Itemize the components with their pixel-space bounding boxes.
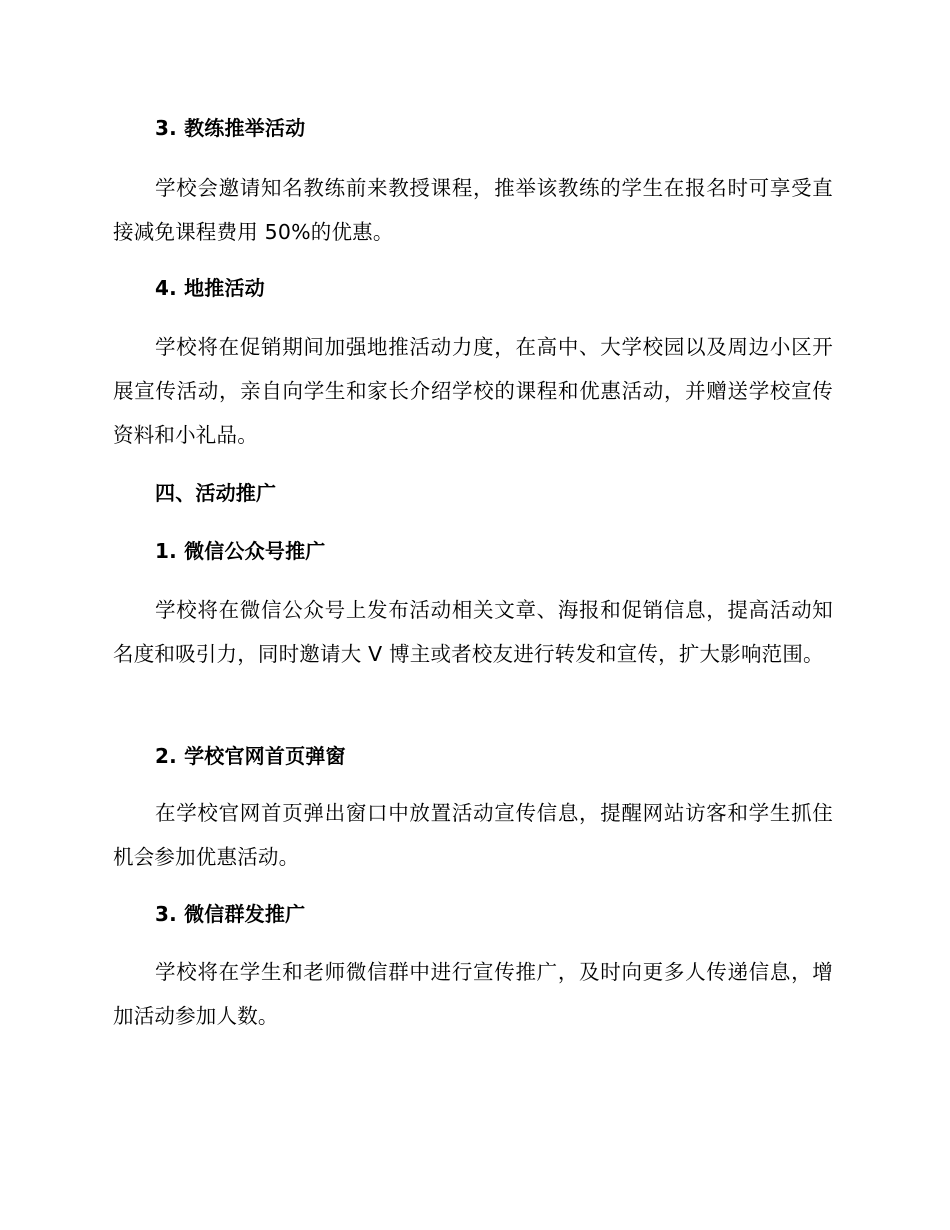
section-body-wechat-official-account: 学校将在微信公众号上发布活动相关文章、海报和促销信息，提高活动知名度和吸引力，同时邀请大 V 博主或者校友进行转发和宣传，扩大影响范围。 (113, 598, 833, 666)
section-body-coach-referral: 学校会邀请知名教练前来教授课程，推举该教练的学生在报名时可享受直接减免课程费用 50%的优惠。 (113, 176, 833, 244)
section-body-ground-promotion: 学校将在促销期间加强地推活动力度，在高中、大学校园以及周边小区开展宣传活动，亲自向学生和家长介绍学校的课程和优惠活动，并赠送学校宣传资料和小礼品。 (113, 335, 833, 447)
section-heading-website-popup: 2. 学校官网首页弹窗 (155, 744, 346, 768)
section-heading-wechat-group: 3. 微信群发推广 (155, 902, 306, 926)
section-heading-wechat-official-account: 1. 微信公众号推广 (155, 539, 326, 563)
section-heading-coach-referral: 3. 教练推举活动 (155, 116, 306, 140)
section-heading-activity-promotion: 四、活动推广 (155, 481, 277, 505)
section-body-wechat-group: 学校将在学生和老师微信群中进行宣传推广，及时向更多人传递信息，增加活动参加人数。 (113, 960, 833, 1028)
section-body-website-popup: 在学校官网首页弹出窗口中放置活动宣传信息，提醒网站访客和学生抓住机会参加优惠活动。 (113, 801, 833, 869)
section-heading-ground-promotion: 4. 地推活动 (155, 276, 265, 300)
